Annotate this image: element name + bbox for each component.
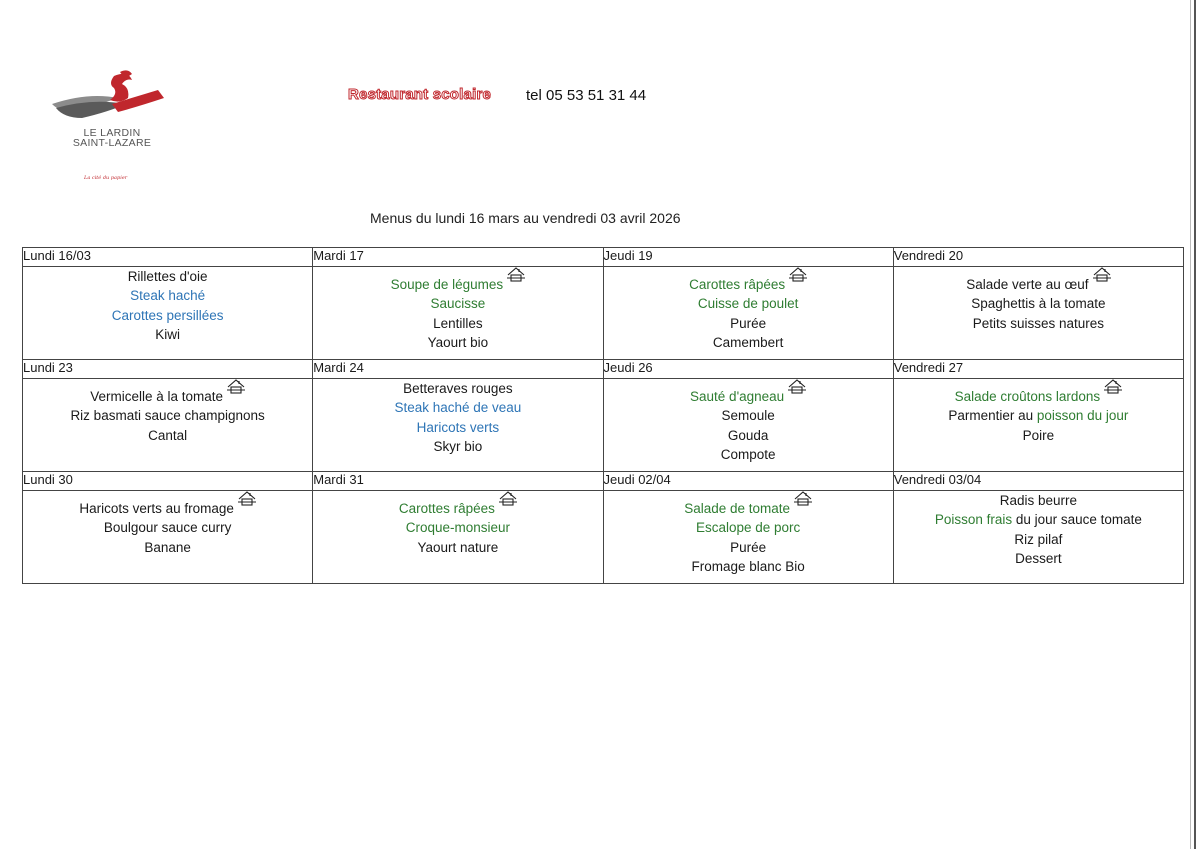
menu-item	[23, 267, 312, 286]
menu-item-part: poisson du jour	[1036, 408, 1129, 424]
day-label: Jeudi 19	[603, 248, 893, 267]
home-made-icon	[788, 379, 806, 395]
logo-tagline: La cité du papier	[84, 175, 128, 181]
menu-item	[894, 549, 1183, 568]
home-made-icon	[238, 491, 256, 507]
menu-item-text: Salade verte au œuf	[966, 277, 1089, 292]
day-label: Vendredi 27	[893, 360, 1183, 379]
menu-item-part: du jour sauce tomate	[1012, 512, 1142, 528]
menu-item	[604, 333, 893, 352]
logo-emblem-icon	[48, 68, 168, 128]
menu-item	[894, 294, 1183, 313]
menu-item-text: Carottes persillées	[111, 307, 224, 323]
home-made-icon	[794, 491, 812, 507]
menu-item-text: Dessert	[1015, 551, 1062, 567]
menu-period: Menus du lundi 16 mars au vendredi 03 avril 2026	[370, 210, 681, 226]
meal-row	[23, 379, 1184, 472]
scan-edge-line	[1194, 0, 1196, 849]
menu-item-text: Cuisse de poulet	[697, 296, 799, 312]
logo-line1: LE LARDIN	[83, 127, 141, 139]
menu-item	[604, 379, 893, 406]
menu-item-text: Boulgour sauce curry	[103, 520, 232, 536]
day-label: Mardi 31	[313, 472, 603, 491]
menu-item	[604, 267, 893, 294]
day-menu-cell	[893, 491, 1183, 584]
menu-item	[604, 294, 893, 313]
menu-item-text: Camembert	[712, 335, 784, 351]
menu-item-text: Salade croûtons lardons	[954, 389, 1101, 404]
phone-number: tel 05 53 51 31 44	[526, 87, 647, 104]
menu-table	[22, 247, 1184, 584]
day-menu-cell	[313, 491, 603, 584]
menu-item	[894, 314, 1183, 333]
menu-item-text: Haricots verts	[416, 419, 500, 435]
menu-item-text: Compote	[720, 447, 776, 463]
menu-item	[604, 491, 893, 518]
day-menu-cell	[23, 379, 313, 472]
day-label: Jeudi 26	[603, 360, 893, 379]
day-menu-cell	[603, 491, 893, 584]
day-label: Lundi 16/03	[23, 248, 313, 267]
day-menu-cell	[313, 379, 603, 472]
menu-item	[23, 491, 312, 518]
menu-item-text: Semoule	[721, 408, 775, 424]
menu-item-text: Cantal	[148, 427, 188, 443]
menu-item-text: Lentilles	[433, 315, 483, 331]
day-label: Vendredi 20	[893, 248, 1183, 267]
day-header-row	[23, 472, 1184, 491]
menu-item-text: Petits suisses natures	[972, 315, 1105, 331]
day-label: Vendredi 03/04	[893, 472, 1183, 491]
menu-item-text: Gouda	[727, 427, 769, 443]
day-label: Mardi 17	[313, 248, 603, 267]
logo-name	[44, 128, 180, 148]
menu-item-text: Carottes râpées	[398, 501, 495, 516]
menu-item	[313, 437, 602, 456]
home-made-icon	[507, 267, 525, 283]
menu-item	[23, 379, 312, 406]
day-label: Lundi 23	[23, 360, 313, 379]
menu-item-text: Haricots verts au fromage	[79, 501, 234, 516]
menu-item	[604, 426, 893, 445]
menu-item-part: Poisson frais	[934, 512, 1013, 528]
menu-item-text: Kiwi	[155, 327, 180, 343]
menu-item	[23, 325, 312, 344]
menu-item-text: Escalope de porc	[695, 520, 801, 536]
menu-item-text: Saucisse	[430, 296, 486, 312]
menu-item	[604, 518, 893, 537]
menu-item	[23, 538, 312, 557]
home-made-icon	[789, 267, 807, 283]
menu-item	[894, 491, 1183, 510]
menu-item	[313, 294, 602, 313]
menu-item	[313, 491, 602, 518]
day-menu-cell	[23, 267, 313, 360]
menu-item	[23, 406, 312, 425]
menu-item	[894, 530, 1183, 549]
day-menu-cell	[23, 491, 313, 584]
home-made-icon	[1104, 379, 1122, 395]
page-title: Restaurant scolaire	[348, 86, 492, 103]
menu-item-text: Carottes râpées	[689, 277, 786, 292]
home-made-icon	[1093, 267, 1111, 283]
menu-item	[604, 538, 893, 557]
day-menu-cell	[603, 267, 893, 360]
day-label: Lundi 30	[23, 472, 313, 491]
menu-item	[604, 314, 893, 333]
logo-line2: SAINT-LAZARE	[72, 137, 152, 149]
menu-item-part: Parmentier au	[948, 408, 1037, 424]
menu-item	[313, 418, 602, 437]
day-menu-cell	[603, 379, 893, 472]
meal-row	[23, 491, 1184, 584]
menu-item	[604, 445, 893, 464]
menu-item	[604, 557, 893, 576]
menu-item-text: Radis beurre	[999, 493, 1078, 508]
menu-item-text: Fromage blanc Bio	[691, 559, 805, 575]
menu-item-text: Yaourt nature	[417, 539, 499, 555]
menu-item-text: Purée	[730, 539, 767, 555]
menu-item-text: Croque-monsieur	[405, 520, 511, 536]
menu-item	[894, 379, 1183, 406]
menu-item-text: Steak haché	[130, 288, 206, 304]
menu-item	[313, 379, 602, 398]
day-menu-cell	[893, 379, 1183, 472]
menu-item	[894, 406, 1183, 425]
menu-item-text: Rillettes d'oie	[127, 269, 208, 284]
menu-item-text: Skyr bio	[433, 439, 483, 455]
menu-item-text: Betteraves rouges	[403, 381, 513, 396]
day-menu-cell	[313, 267, 603, 360]
menu-item	[313, 518, 602, 537]
menu-item-text: Riz basmati sauce champignons	[70, 408, 265, 424]
menu-item	[604, 406, 893, 425]
home-made-icon	[499, 491, 517, 507]
menu-item	[23, 426, 312, 445]
menu-item-text: Poire	[1022, 427, 1055, 443]
day-label: Jeudi 02/04	[603, 472, 893, 491]
menu-item-text: Yaourt bio	[427, 335, 489, 351]
menu-item	[894, 426, 1183, 445]
menu-item-text: Purée	[730, 315, 767, 331]
menu-item-text: Riz pilaf	[1014, 531, 1063, 547]
menu-item-text: Vermicelle à la tomate	[90, 389, 224, 404]
menu-item	[313, 333, 602, 352]
menu-item	[313, 398, 602, 417]
meal-row	[23, 267, 1184, 360]
menu-item	[313, 314, 602, 333]
menu-item	[313, 538, 602, 557]
day-header-row	[23, 360, 1184, 379]
menu-item	[894, 510, 1183, 529]
menu-item	[23, 306, 312, 325]
menu-item-text: Steak haché de veau	[394, 400, 522, 416]
menu-item	[23, 518, 312, 537]
home-made-icon	[227, 379, 245, 395]
menu-item-text: Banane	[144, 539, 191, 555]
day-label: Mardi 24	[313, 360, 603, 379]
menu-item-text: Spaghettis à la tomate	[971, 296, 1106, 312]
day-header-row	[23, 248, 1184, 267]
menu-item	[23, 286, 312, 305]
scan-edge-line	[1190, 0, 1191, 849]
day-menu-cell	[893, 267, 1183, 360]
logo	[44, 68, 174, 181]
menu-item-text: Soupe de légumes	[390, 277, 504, 292]
menu-item	[313, 267, 602, 294]
menu-item	[894, 267, 1183, 294]
menu-item-text: Salade de tomate	[684, 501, 791, 516]
menu-item-text: Sauté d'agneau	[690, 389, 785, 404]
